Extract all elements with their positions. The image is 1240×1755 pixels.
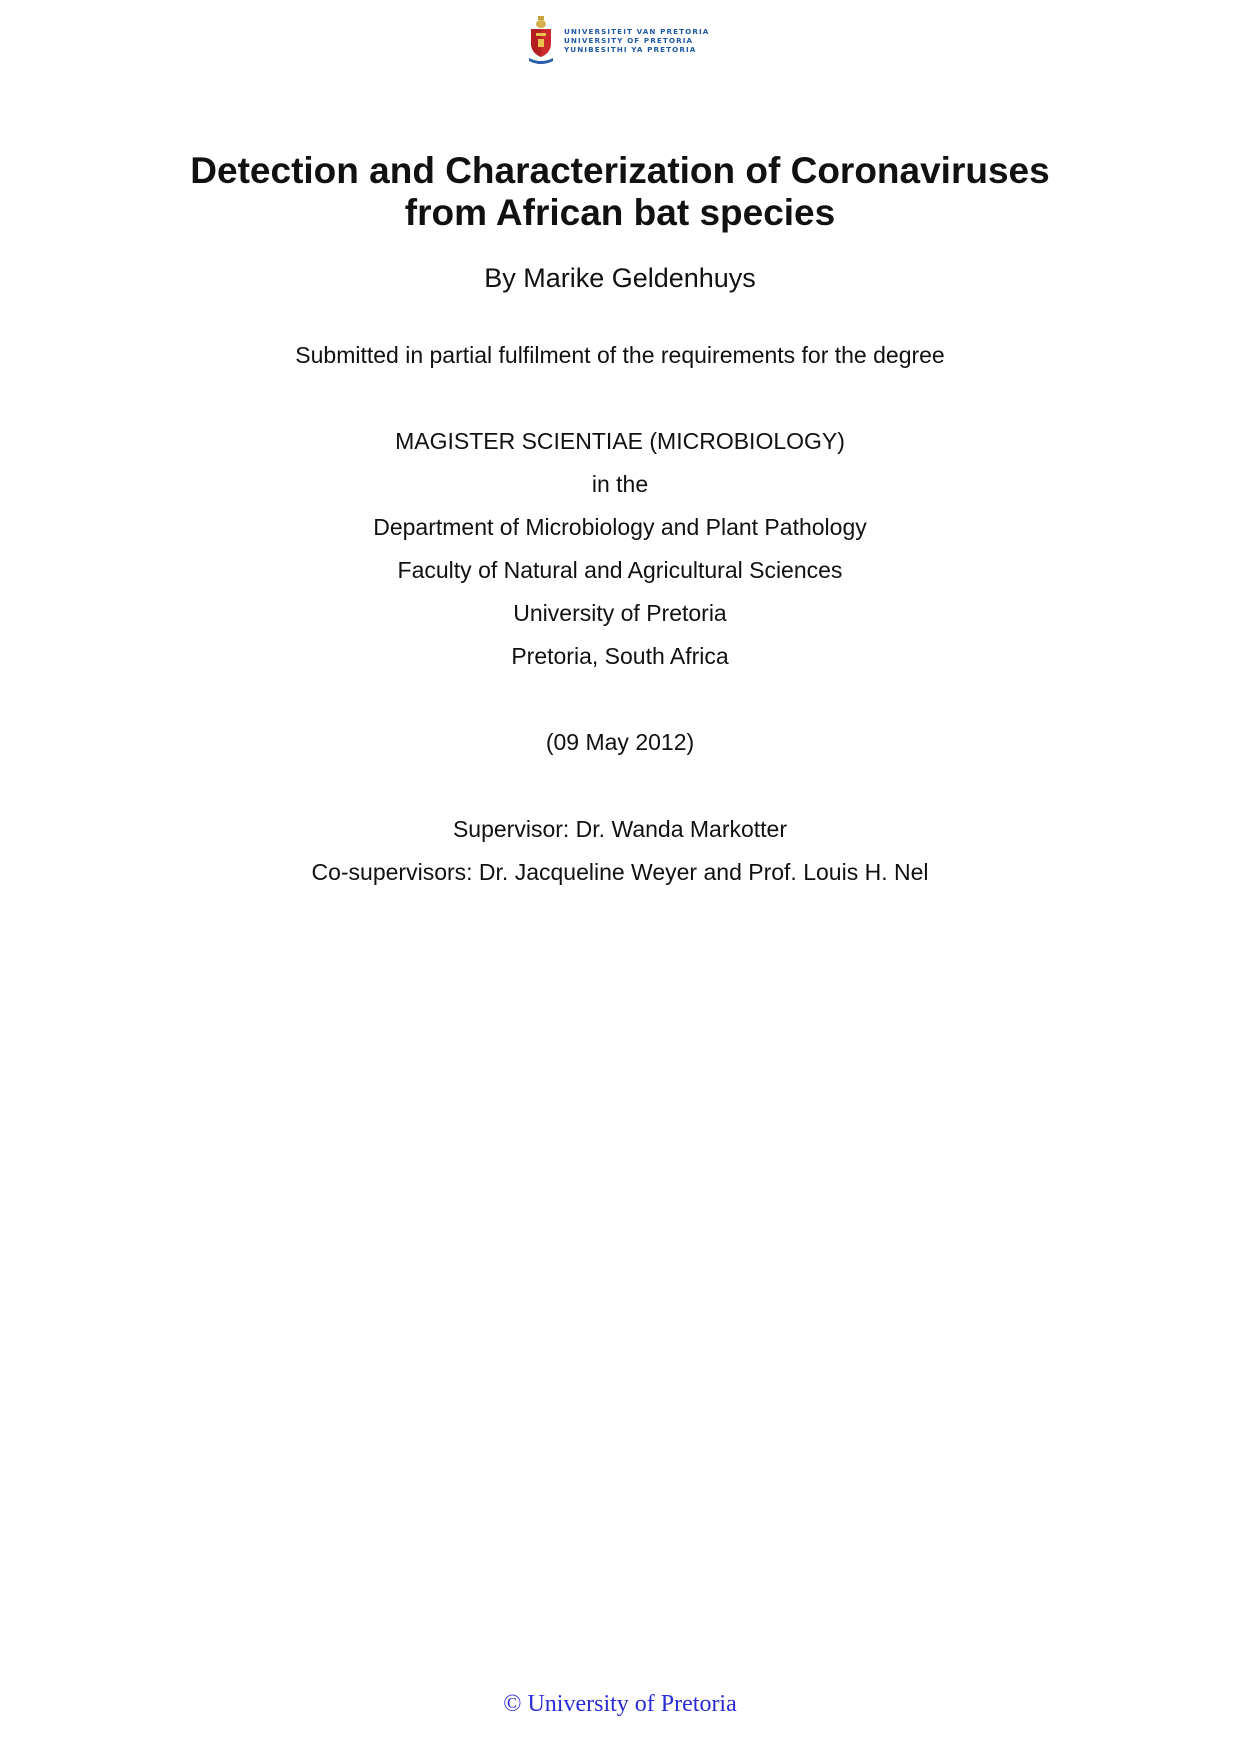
submission-date: (09 May 2012) [545,729,695,755]
thesis-title-line-1: Detection and Characterization of Coronaviruses [190,150,1050,191]
degree-name: MAGISTER SCIENTIAE (MICROBIOLOGY) [395,428,845,454]
logo-text-sepedi: YUNIBESITHI YA PRETORIA [564,44,697,54]
logo-text-afrikaans: UNIVERSITEIT VAN PRETORIA [564,26,710,36]
author-line: By Marike Geldenhuys [484,263,756,293]
supervisor: Supervisor: Dr. Wanda Markotter [452,816,788,842]
university-logo-text [564,27,709,54]
co-supervisors: Co-supervisors: Dr. Jacqueline Weyer and Prof. Louis H. Nel [311,859,929,885]
faculty: Faculty of Natural and Agricultural Sciences [397,557,843,583]
department: Department of Microbiology and Plant Pathology [373,514,867,540]
university-name: University of Pretoria [513,600,727,626]
degree-in-the: in the [591,471,649,497]
thesis-title-line-2: from African bat species [404,192,836,233]
logo-text-english: UNIVERSITY OF PRETORIA [564,35,694,45]
submission-statement: Submitted in partial fulfilment of the requirements for the degree [295,342,945,368]
thesis-title [0,150,1240,234]
university-crest-icon [528,15,554,65]
copyright-footer: © University of Pretoria [503,1691,737,1717]
location: Pretoria, South Africa [511,643,729,669]
university-logo [528,14,718,66]
